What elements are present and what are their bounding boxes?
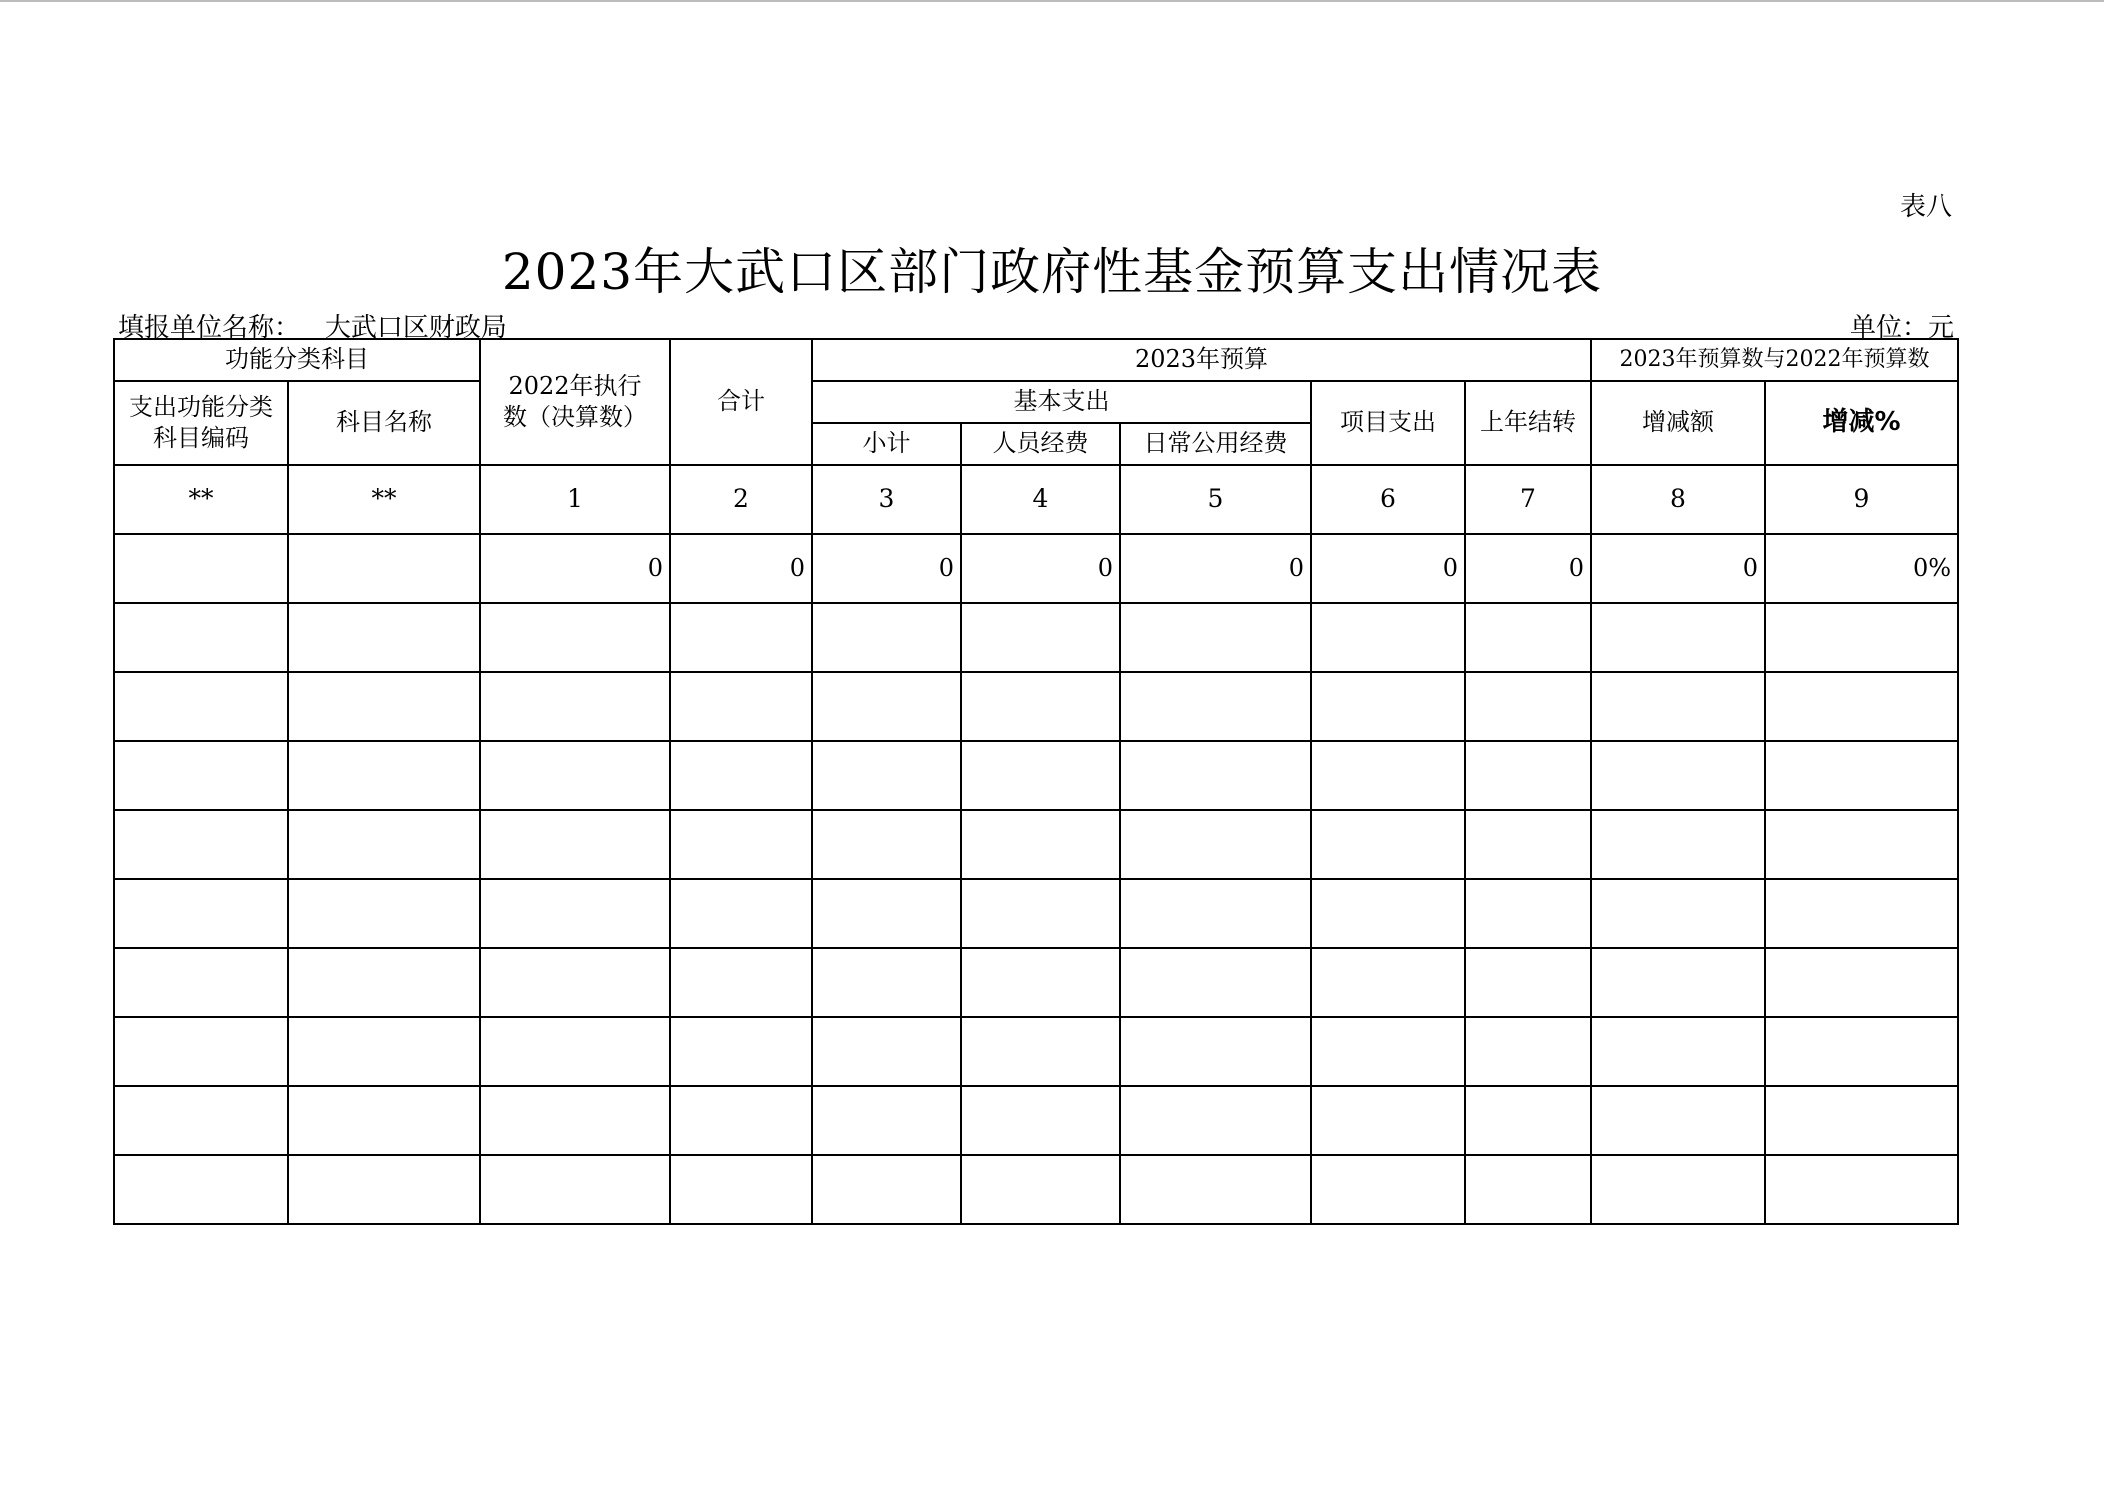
- header-budget-2023: 2023年预算: [812, 339, 1591, 381]
- table-cell: [1465, 741, 1591, 810]
- table-cell: [812, 1017, 961, 1086]
- header-daily-public: 日常公用经费: [1120, 423, 1311, 465]
- index-cell: **: [288, 465, 480, 534]
- table-cell: [1465, 810, 1591, 879]
- fill-unit-label: 填报单位名称：: [118, 313, 301, 343]
- table-cell: [114, 810, 288, 879]
- table-row: [114, 672, 1958, 741]
- table-cell: [1591, 741, 1765, 810]
- table-row: [114, 948, 1958, 1017]
- table-cell: [812, 1086, 961, 1155]
- table-body: [114, 534, 1958, 1224]
- table-cell: [480, 672, 670, 741]
- table-cell: [961, 948, 1120, 1017]
- table-number: 表八: [1899, 192, 1952, 222]
- table-cell: [1591, 1155, 1765, 1224]
- table-cell: [1311, 948, 1465, 1017]
- index-cell: 8: [1591, 465, 1765, 534]
- table-cell: [1311, 879, 1465, 948]
- table-cell: [1465, 672, 1591, 741]
- table-cell: [480, 879, 670, 948]
- table-cell: [1765, 741, 1958, 810]
- table-cell: [288, 1017, 480, 1086]
- header-row-1: [114, 339, 1958, 381]
- table-cell: [961, 603, 1120, 672]
- table-cell: [1591, 948, 1765, 1017]
- table-cell: [114, 534, 288, 603]
- table-cell: [1465, 1086, 1591, 1155]
- table-cell: [1591, 672, 1765, 741]
- table-cell: [114, 741, 288, 810]
- table-cell: [480, 1017, 670, 1086]
- table-cell: [1465, 603, 1591, 672]
- index-cell: 9: [1765, 465, 1958, 534]
- header-total: 合计: [670, 339, 812, 465]
- table-cell: [670, 948, 812, 1017]
- table-cell: [480, 1086, 670, 1155]
- table-cell: [670, 672, 812, 741]
- table-row: [114, 1155, 1958, 1224]
- table-row: [114, 603, 1958, 672]
- table-cell: [1765, 1017, 1958, 1086]
- header-change-pct: 增减%: [1765, 381, 1958, 465]
- table-cell: [1311, 741, 1465, 810]
- table-cell: 0: [480, 534, 670, 603]
- table-cell: [961, 1017, 1120, 1086]
- header-func-code: [114, 381, 288, 465]
- table-cell: [288, 1086, 480, 1155]
- index-cell: 6: [1311, 465, 1465, 534]
- index-cell: 1: [480, 465, 670, 534]
- table-cell: [961, 672, 1120, 741]
- table-cell: [114, 603, 288, 672]
- header-exec-2022: [480, 339, 670, 465]
- header-exec-2022-text: 2022年执行数（决算数）: [503, 371, 647, 431]
- table-cell: [1591, 603, 1765, 672]
- table-cell: [1591, 1086, 1765, 1155]
- table-cell: [114, 879, 288, 948]
- table-cell: [670, 1086, 812, 1155]
- table-cell: [480, 741, 670, 810]
- table-cell: [480, 1155, 670, 1224]
- table-cell: [288, 603, 480, 672]
- table-cell: [1465, 948, 1591, 1017]
- table-cell: [1120, 603, 1311, 672]
- table-cell: [812, 741, 961, 810]
- table-cell: [670, 1017, 812, 1086]
- table-cell: [288, 672, 480, 741]
- header-carryover: 上年结转: [1465, 381, 1591, 465]
- table-cell: [1591, 879, 1765, 948]
- table-cell: [1311, 1086, 1465, 1155]
- table-row: [114, 534, 1958, 603]
- header-compare: 2023年预算数与2022年预算数: [1591, 339, 1958, 381]
- table-row: [114, 810, 1958, 879]
- table-cell: 0: [812, 534, 961, 603]
- table-cell: [288, 879, 480, 948]
- table-cell: [670, 741, 812, 810]
- table-cell: [288, 741, 480, 810]
- index-cell: **: [114, 465, 288, 534]
- table-cell: [812, 879, 961, 948]
- index-cell: 7: [1465, 465, 1591, 534]
- header-project-expense: 项目支出: [1311, 381, 1465, 465]
- table-cell: [961, 879, 1120, 948]
- table-cell: [114, 672, 288, 741]
- header-row-2: [114, 381, 1958, 423]
- table-cell: [1765, 810, 1958, 879]
- index-cell: 5: [1120, 465, 1311, 534]
- table-cell: [1765, 948, 1958, 1017]
- table-cell: [1765, 1155, 1958, 1224]
- table-cell: [1120, 948, 1311, 1017]
- table-cell: [288, 810, 480, 879]
- table-cell: [812, 1155, 961, 1224]
- table-cell: [480, 948, 670, 1017]
- table-cell: [961, 810, 1120, 879]
- document-title: 2023年大武口区部门政府性基金预算支出情况表: [501, 243, 1603, 301]
- index-cell: 3: [812, 465, 961, 534]
- table-cell: 0: [1591, 534, 1765, 603]
- table-cell: [1765, 1086, 1958, 1155]
- table-cell: [1120, 1155, 1311, 1224]
- table-cell: [961, 741, 1120, 810]
- table-cell: [288, 1155, 480, 1224]
- table-row: [114, 1017, 1958, 1086]
- table-cell: [1120, 741, 1311, 810]
- table-cell: [1465, 1155, 1591, 1224]
- table-cell: 0: [1465, 534, 1591, 603]
- table-cell: [288, 534, 480, 603]
- fill-unit-name: 大武口区财政局: [324, 313, 507, 343]
- table-cell: [1765, 672, 1958, 741]
- table-cell: [961, 1155, 1120, 1224]
- table-cell: [114, 1017, 288, 1086]
- table-cell: [1120, 879, 1311, 948]
- table-cell: [1311, 810, 1465, 879]
- table-cell: [1465, 879, 1591, 948]
- table-cell: [480, 810, 670, 879]
- page-top-border: [0, 0, 2104, 2]
- table-cell: 0: [1120, 534, 1311, 603]
- table-cell: [480, 603, 670, 672]
- table-cell: 0: [1311, 534, 1465, 603]
- index-cell: 2: [670, 465, 812, 534]
- table-cell: 0%: [1765, 534, 1958, 603]
- index-cell: 4: [961, 465, 1120, 534]
- table-cell: [1120, 672, 1311, 741]
- table-cell: [812, 948, 961, 1017]
- table-cell: [1311, 603, 1465, 672]
- header-func-code-text: 支出功能分类科目编码: [129, 392, 273, 452]
- index-row: [114, 465, 1958, 534]
- table-cell: 0: [961, 534, 1120, 603]
- table-cell: [1120, 810, 1311, 879]
- table-cell: [1311, 1017, 1465, 1086]
- table-cell: [670, 879, 812, 948]
- header-subject-name: 科目名称: [288, 381, 480, 465]
- table-cell: [1765, 879, 1958, 948]
- budget-table: [113, 338, 1959, 1225]
- table-cell: [1765, 603, 1958, 672]
- table-cell: [1311, 1155, 1465, 1224]
- table-cell: [288, 948, 480, 1017]
- table-cell: [961, 1086, 1120, 1155]
- table-row: [114, 879, 1958, 948]
- header-func-class: 功能分类科目: [114, 339, 480, 381]
- table-cell: [114, 948, 288, 1017]
- table-cell: [1465, 1017, 1591, 1086]
- table-cell: [114, 1155, 288, 1224]
- table-cell: [670, 1155, 812, 1224]
- table-cell: [1311, 672, 1465, 741]
- table-cell: [1120, 1086, 1311, 1155]
- table-cell: [670, 810, 812, 879]
- table-cell: [1591, 810, 1765, 879]
- table-cell: [670, 603, 812, 672]
- table-cell: [1591, 1017, 1765, 1086]
- table-cell: [114, 1086, 288, 1155]
- table-cell: [812, 672, 961, 741]
- table-cell: 0: [670, 534, 812, 603]
- table-cell: [812, 603, 961, 672]
- table-cell: [812, 810, 961, 879]
- header-personnel: 人员经费: [961, 423, 1120, 465]
- header-subtotal: 小计: [812, 423, 961, 465]
- table-row: [114, 1086, 1958, 1155]
- table-cell: [1120, 1017, 1311, 1086]
- table-row: [114, 741, 1958, 810]
- currency-unit: 单位：元: [1849, 313, 1954, 343]
- header-basic-expense: 基本支出: [812, 381, 1311, 423]
- header-change-amount: 增减额: [1591, 381, 1765, 465]
